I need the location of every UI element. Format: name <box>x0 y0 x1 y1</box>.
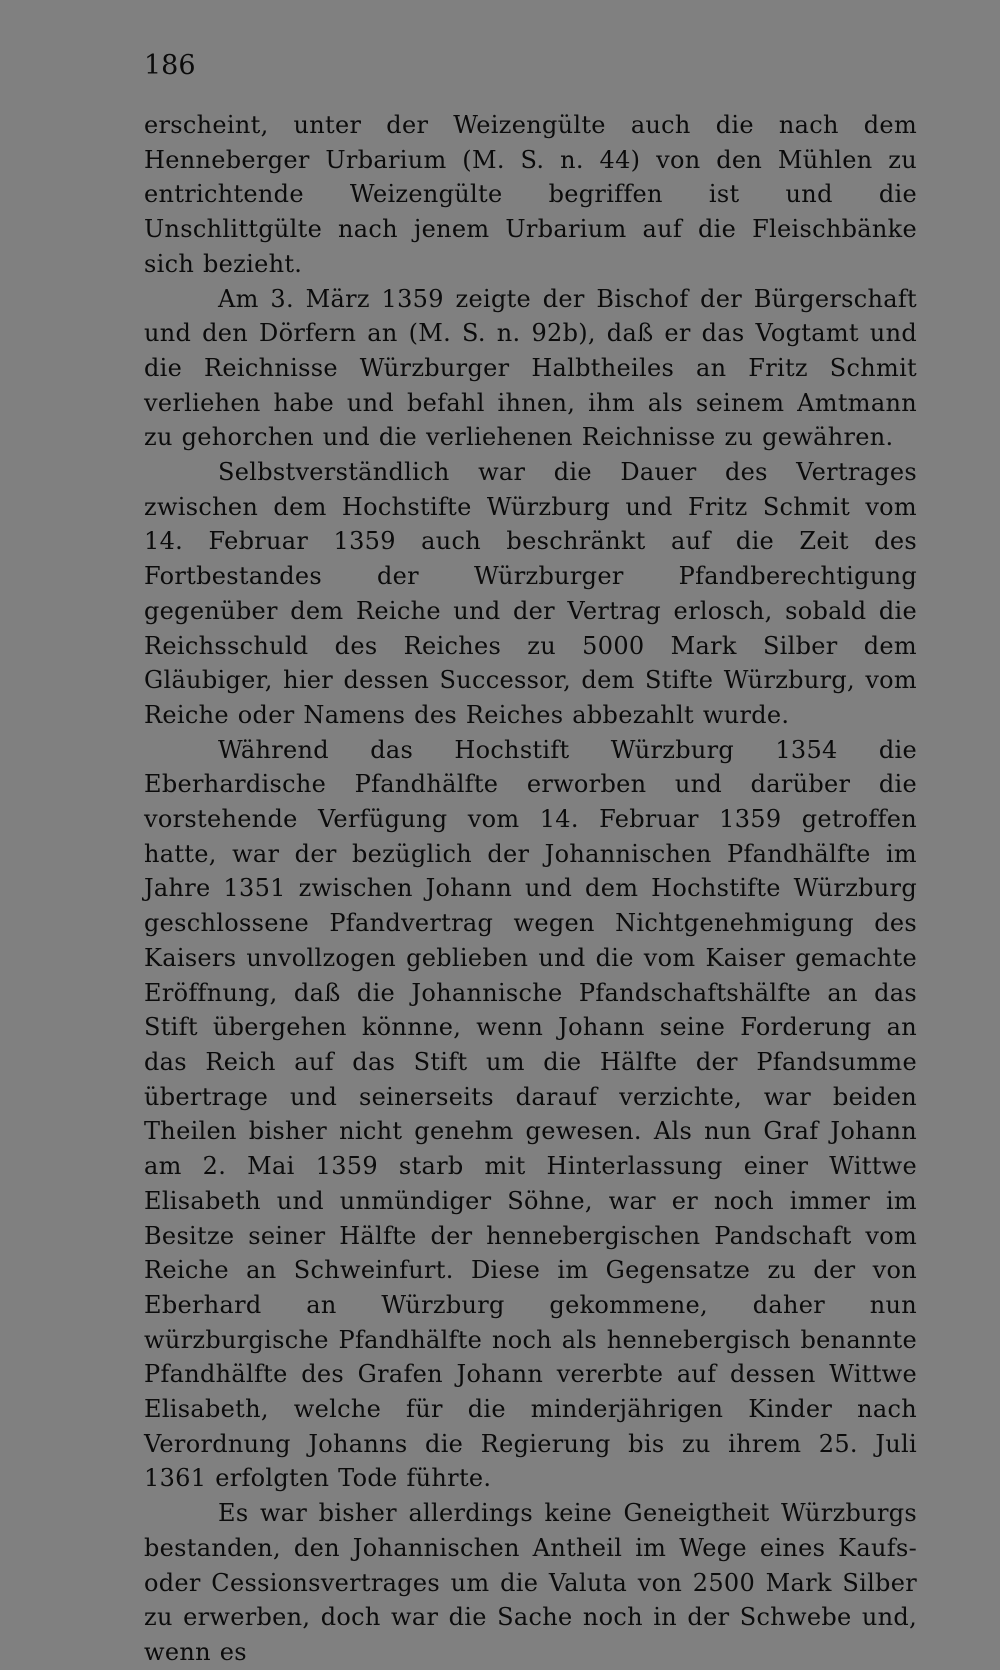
page-number: 186 <box>144 50 196 81</box>
body-text <box>144 108 917 1670</box>
paragraph-3: Selbstverständlich war die Dauer des Vertrages zwischen dem Hochstifte Würzburg und Fritz Schmit vom 14. Februar 1359 auch beschränkt auf die Zeit des Fortbestandes der Würzburger Pfandberechtigung gegenüber dem Reiche und der Vertrag erlosch, sobald die Reichsschuld des Reiches zu 5000 Mark Silber dem Gläubiger, hier dessen Successor, dem Stifte Würzburg, vom Reiche oder Namens des Reiches abbezahlt wurde. <box>144 458 917 729</box>
paragraph-2: Am 3. März 1359 zeigte der Bischof der Bürgerschaft und den Dörfern an (M. S. n. 92b), daß er das Vogtamt und die Reichnisse Würzburger Halbtheiles an Fritz Schmit verliehen habe und befahl ihnen, ihm als seinem Amtmann zu gehorchen und die verliehenen Reichnisse zu gewähren. <box>144 284 917 452</box>
paragraph-4: Während das Hochstift Würzburg 1354 die Eberhardische Pfandhälfte erworben und darüber die vorstehende Verfügung vom 14. Februar 1359 getroffen hatte, war der bezüglich der Johannischen Pfandhälfte im Jahre 1351 zwischen Johann und dem Hochstifte Würzburg geschlossene Pfandvertrag wegen Nichtgenehmigung des Kaisers unvollzogen geblieben und die vom Kaiser gemachte Eröffnung, daß die Johannische Pfandschaftshälfte an das Stift übergehen könnne, wenn Johann seine Forderung an das Reich auf das Stift um die Hälfte der Pfandsumme übertrage und seinerseits darauf verzichte, war beiden Theilen bisher nicht genehm gewesen. Als nun Graf Johann am 2. Mai 1359 starb mit Hinterlassung einer Wittwe Elisabeth und unmündiger Söhne, war er noch immer im Besitze seiner Hälfte der hennebergischen Pandschaft vom Reiche an Schweinfurt. Diese im Gegensatze zu der von Eberhard an Würzburg gekommene, daher nun würzburgische Pfandhälfte noch als hennebergisch benannte Pfandhälfte des Grafen Johann vererbte auf dessen Wittwe Elisabeth, welche für die minderjährigen Kinder nach Verordnung Johanns die Regierung bis zu ihrem 25. Juli 1361 erfolgten Tode führte. <box>144 735 917 1493</box>
paragraph-5: Es war bisher allerdings keine Geneigtheit Würzburgs bestanden, den Johannischen Antheil im Wege eines Kaufs- oder Cessionsvertrages um die Valuta von 2500 Mark Silber zu erwerben, doch war die Sache noch in der Schwebe und, wenn es <box>144 1499 917 1666</box>
paragraph-1: erscheint, unter der Weizengülte auch die nach dem Henneberger Urbarium (M. S. n. 44) von den Mühlen zu entrichtende Weizengülte begriffen ist und die Unschlittgülte nach jenem Urbarium auf die Fleischbänke sich bezieht. <box>144 111 917 278</box>
